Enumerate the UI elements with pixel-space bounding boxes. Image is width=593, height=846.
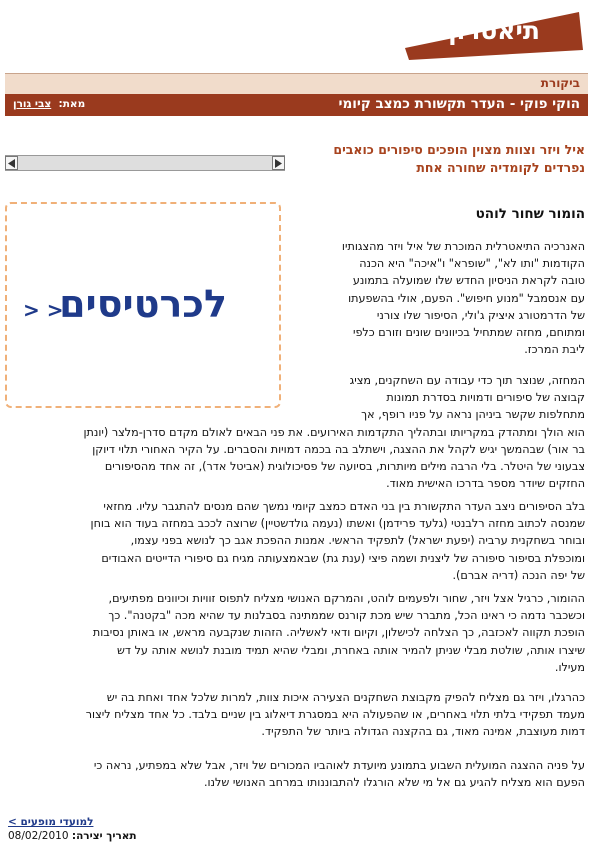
- creation-date: [8, 830, 137, 842]
- paragraph-line: בלב הסיפורים ניצב העדר התקשורת בין בני האדם כמצב קיומי נמשך שהם מנסים להתגבר עליו. מחזאי: [103, 500, 585, 513]
- prev-arrow-button[interactable]: [5, 156, 18, 170]
- paragraph-line: ובוחר בשחקנית ערביה (יפעת ישראל) לתפקיד הראשי. אמנות ההפכת אגב כך לנושא בפני עצמו,: [130, 534, 585, 548]
- paragraph-line: עם אנסמבל "מנוע חיפוש". הפעם, אולי בהשפעתו: [348, 291, 585, 305]
- paragraph-line: ומוכפלת בסיפור סיפורה של ליצנית ושמה פיצי (ענת גת) שבאמצעותה מגיח גם סיפורי הדייטים האבודים: [101, 551, 585, 565]
- paragraph-line: המחזה, שנוצר תוך כדי עבודה עם השחקנים, מציג: [349, 374, 585, 387]
- paragraph-line: הוא הולך ומתהדק במקריותו ובתהליך התקדמות האירועים. את פני הבאים לאולם מקדם סדרן-מלצר (יונתן: [83, 425, 585, 439]
- paragraph-line: האנרכיה התיאטרלית המוכרת של איל ויזר מהצגותיו: [341, 240, 585, 253]
- paragraph-line: מעמד תפקידי בלתי תלוי באחרים, או שהפעולה היא במסגרת דיאלוג בין שניים בלבד. כל אחד מצליח ליצור: [85, 708, 585, 722]
- paragraph-line: הפעם הוא מצליח להגיע גם אל מי שלא הורגלו להתבוננותו במרחב האנושי שלנו.: [203, 776, 585, 790]
- tickets-ad-text[interactable]: לכרטיסים: [59, 282, 227, 326]
- paragraph-line: מתחלפות שקשר ביניהן נראה על פניו רופף, אך: [361, 408, 585, 422]
- article-paragraph: [94, 757, 585, 791]
- show-dates-link[interactable]: למועדי מופעים >: [8, 816, 94, 828]
- section-bar: [5, 73, 588, 94]
- paragraph-line: שמנסה לכתוב מחזה רלבנטי (גלעד פרידמן) ואשתו (נעמה גולדשטיין) שרוצה לככב במחזה בעוד הוא בוחן: [90, 517, 585, 531]
- paragraph-line: הקודמות "ותו לא", "שופרא" ו"איכה" היא הכנה: [359, 257, 585, 271]
- article-heading: הומור שחור לוהט: [475, 206, 585, 222]
- article-paragraph: [91, 498, 585, 584]
- arrow-left-icon: [8, 159, 16, 168]
- paragraph-line: צבעוני של היטלר. בלי הרבה מילים מיותרות, בסיועה של פסיכולוגית (אביטל אדר), זה אחד מהסיפורים: [104, 460, 585, 474]
- paragraph-line: של יפה הנכה (דריה אברם).: [452, 568, 585, 582]
- article-paragraph: [342, 238, 585, 358]
- chevrons-icon: > >: [23, 298, 64, 322]
- next-arrow-button[interactable]: [272, 156, 285, 170]
- paragraph-line: טובה לקראת הניסיון החדש שלו שמועלה בתמונע: [352, 274, 585, 288]
- theater-logo: [405, 10, 583, 60]
- author-byline: [13, 98, 85, 110]
- paragraph-line: דמות מעוצבת, אמינה מאוד, גם בהקצנה הגדולה ביותר של התפקיד.: [261, 725, 585, 739]
- section-label: ביקורת: [540, 76, 580, 90]
- arrow-right-icon: [275, 159, 283, 168]
- author-label: מאת:: [58, 98, 86, 110]
- paragraph-line: החזקים שיודר מספר בדרכו האישית מאוד.: [386, 477, 585, 491]
- article-paragraph: [86, 689, 585, 741]
- paragraph-line: ליבת המרכז.: [524, 343, 585, 357]
- paragraph-line: הופכת תקווה לאכזבה, כך הצלחה לכישלון, וקיום ודאי לאשליה. הזהות שנקבעה מראש, או באותן נסיבות: [92, 626, 585, 640]
- paragraph-line: בר אור) שבהמשך יגיש לקהל את ההצגה, וישתלב בה בכמה דמויות והסברים. על הקיר האחורי תלוי דיוקן: [92, 442, 585, 456]
- gallery-nav-strip[interactable]: [5, 155, 285, 171]
- paragraph-line: קבוצה של סיפורים ודמויות בסדרת תמונות: [386, 391, 585, 405]
- paragraph-line: על פניה ההצגה המועלית השבוע בתמונע מיועדת לאוהביו המכורים של ויזר, אבל שלא במפתיע, נראה כי: [93, 759, 585, 772]
- paragraph-line: ומתוחם, מחזה שמתחיל בכיוונים שונים וזורם כלפי: [352, 326, 585, 340]
- subtitle-line: איל ויזר וצוות מצוין הופכים סיפורים כואבים: [333, 142, 585, 157]
- article-paragraph: [84, 372, 586, 492]
- author-link[interactable]: צבי גורן: [13, 98, 52, 110]
- paragraph-line: מעילו.: [554, 660, 585, 674]
- paragraph-line: כהרגלו, ויזר גם מצליח להפיק מקבוצת השחקנים הצעירה איכות צוות, למרות שלכל אחד ואחת בה יש: [106, 691, 585, 704]
- paragraph-line: וכשכבר נדמה כי ראינו הכל, מתברר שיש מכת קורנס שממתינה בסבלנות עד שהיא מכה "בקטנה". כך: [108, 609, 585, 623]
- paragraph-line: של הדרמטורג איציק ג'ולי, הסיפור שלו צורני: [376, 308, 585, 322]
- logo-text: תיאטרון: [448, 16, 540, 45]
- paragraph-line: ההומור, כרגיל אצל ויזר, שחור ולפעמים לוהט, והמרקם האנושי מצליח לתפוס זוויות וכיוונים מפתיעים,: [108, 592, 585, 605]
- article-title: הוקי פוקי - העדר תקשורת כמצב קיומי: [338, 96, 580, 112]
- article-title-bar: [5, 94, 588, 116]
- article-paragraph: [93, 590, 585, 676]
- subtitle-line: נפרדים לקומדיה שחורה אחת: [416, 160, 585, 175]
- creation-date-value: 08/02/2010: [8, 830, 69, 842]
- creation-date-label: תאריך יצירה:: [71, 830, 137, 842]
- paragraph-line: שיצרו אותה, שולטת מבלי שניתן להמיר אותה באחרת, ומבלי שהיא תמיד מובנת לנושא אותה על דש: [116, 643, 585, 657]
